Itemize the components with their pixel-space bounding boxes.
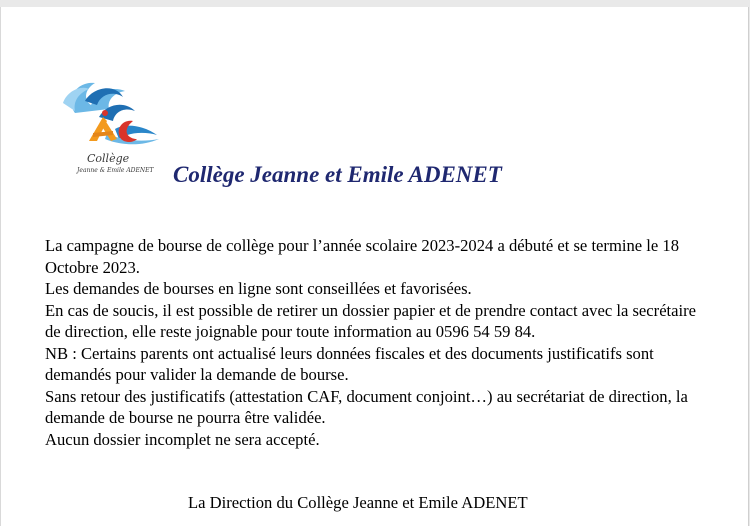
paragraph-nb-documents: NB : Certains parents ont actualisé leurs données fiscales et des documents justificatifs sont demandés pour valider la demande de bourse. — [45, 343, 654, 384]
logo-word: Collège — [87, 152, 130, 165]
page-title: Collège Jeanne et Emile ADENET — [173, 162, 502, 187]
paragraph-justificatifs: Sans retour des justificatifs (attestation CAF, document conjoint…) au secrétariat de direction, la demande de bourse ne pourra être validée. — [45, 386, 688, 427]
paragraph-incomplete: Aucun dossier incomplet ne sera accepté. — [45, 429, 320, 449]
wave-logo-icon — [55, 73, 165, 153]
logo-subtitle: Jeanne & Emile ADENET — [77, 167, 154, 174]
signature: La Direction du Collège Jeanne et Emile ADENET — [188, 493, 528, 512]
paragraph-online-requests: Les demandes de bourses en ligne sont conseillées et favorisées. — [45, 279, 472, 298]
paragraph-campaign-dates: La campagne de bourse de collège pour l’année scolaire 2023-2024 a débuté et se termine le 18 Octobre 2023. — [45, 236, 679, 277]
college-logo — [55, 73, 165, 183]
document-page — [0, 7, 749, 526]
document-body — [45, 235, 715, 450]
paragraph-contact: En cas de soucis, il est possible de retirer un dossier papier et de prendre contact avec la secrétaire de direction, elle reste joignable pour toute information au 0596 54 59 84. — [45, 300, 697, 341]
